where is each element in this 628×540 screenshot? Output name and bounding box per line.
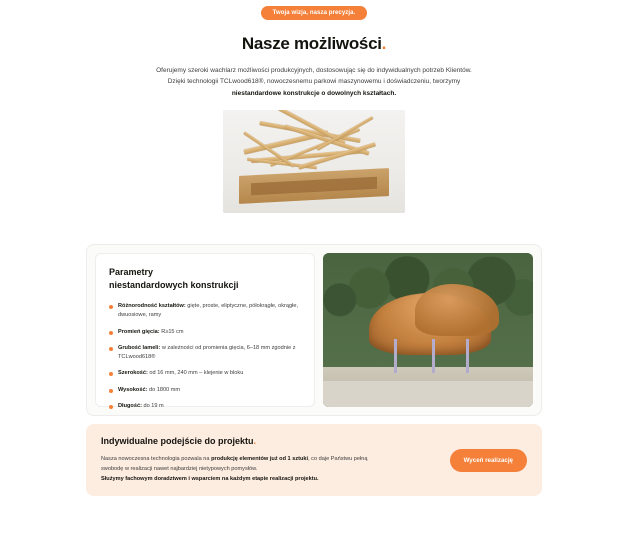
cta-copy-line-1-strong: produkcję elementów już od 1 sztuki	[211, 455, 309, 462]
page-title	[0, 34, 628, 54]
bullet-icon	[109, 331, 113, 335]
page-title-accent-dot: .	[381, 34, 387, 53]
parameter-text	[118, 344, 301, 362]
hero-image	[223, 110, 405, 213]
badge-container	[0, 0, 628, 20]
cta-copy	[101, 454, 440, 484]
parameter-item	[109, 402, 301, 411]
parameter-item	[109, 344, 301, 362]
cta-title-text: Indywidualne podejście do projektu	[101, 435, 254, 446]
parameter-value: do 19 m	[141, 402, 164, 409]
image-support-column	[432, 339, 435, 373]
parameter-label: Różnorodność kształtów:	[118, 303, 186, 310]
parameter-label: Promień gięcia:	[118, 328, 160, 335]
parameter-text	[118, 328, 184, 337]
parameters-list-panel	[95, 253, 315, 407]
parameter-text	[118, 386, 180, 395]
bullet-icon	[109, 347, 113, 351]
request-quote-button[interactable]: Wyceń realizację	[450, 449, 527, 472]
bullet-icon	[109, 305, 113, 309]
cta-copy-line-1-part-1: Nasza nowoczesna technologia pozwala na	[101, 455, 212, 462]
parameter-value: w zależności od promienia gięcia, 6–18 mm zgodnie z TCLwood618®	[118, 344, 296, 361]
parameter-label: Długość:	[118, 402, 142, 409]
parameter-value: od 16 mm, 240 mm – klejenie w bloku	[147, 370, 244, 377]
cta-copy-line-3	[101, 474, 440, 484]
parameter-item	[109, 369, 301, 378]
page-title-text: Nasze możliwości	[241, 34, 382, 53]
cta-copy-line-1	[101, 454, 440, 464]
parameter-label: Grubość lameli:	[118, 344, 161, 351]
parameter-item	[109, 302, 301, 320]
cta-text-block	[101, 436, 440, 484]
pavilion-image	[323, 253, 533, 407]
intro-line-1: Oferujemy szeroki wachlarz możliwości produkcyjnych, dostosowując się do indywidualnych potrzeb Klientów.	[156, 67, 472, 74]
parameters-card	[86, 244, 542, 416]
image-support-column	[394, 339, 397, 373]
parameter-text	[118, 302, 301, 320]
cta-copy-line-1-part-2: , co daje Państwu pełną	[308, 455, 368, 462]
parameter-item	[109, 328, 301, 337]
cta-title-accent-dot: .	[253, 435, 257, 446]
cta-copy-line-2: swobodę w realizacji nawet najbardziej nietypowych pomysłów.	[101, 465, 258, 472]
parameters-title	[109, 266, 301, 291]
bullet-icon	[109, 389, 113, 393]
bullet-icon	[109, 405, 113, 409]
intro-paragraph	[0, 65, 628, 99]
parameter-value: R≥15 cm	[159, 328, 184, 335]
parameter-text	[118, 369, 243, 378]
image-path	[323, 381, 533, 407]
image-support-column	[466, 339, 469, 373]
parameter-text	[118, 402, 164, 411]
parameter-value: gięte, proste, eliptyczne, półokrągłe, okrągłe, dwuosiowe, ramy	[118, 303, 298, 319]
parameter-label: Szerokość:	[118, 370, 148, 377]
cta-card	[86, 424, 542, 496]
parameter-value: do 1800 mm	[147, 386, 181, 393]
parameters-title-line-2: niestandardowych konstrukcji	[109, 279, 239, 290]
parameters-title-line-1: Parametry	[109, 267, 154, 277]
intro-line-3: niestandardowe konstrukcje o dowolnych kształtach.	[231, 89, 397, 97]
intro-line-2: Dzięki technologii TCLwood618®, nowoczesnemu parkowi maszynowemu i doświadczeniu, tworzymy	[167, 78, 461, 86]
parameter-item	[109, 386, 301, 395]
bullet-icon	[109, 372, 113, 376]
cta-title	[101, 436, 440, 446]
cta-copy-line-3-strong: Służymy fachowym doradztwem i wsparciem na każdym etapie realizacji projektu.	[101, 476, 319, 483]
tagline-badge: Twoja wizja, nasza precyzja.	[261, 6, 368, 20]
parameter-label: Wysokość:	[118, 386, 148, 393]
